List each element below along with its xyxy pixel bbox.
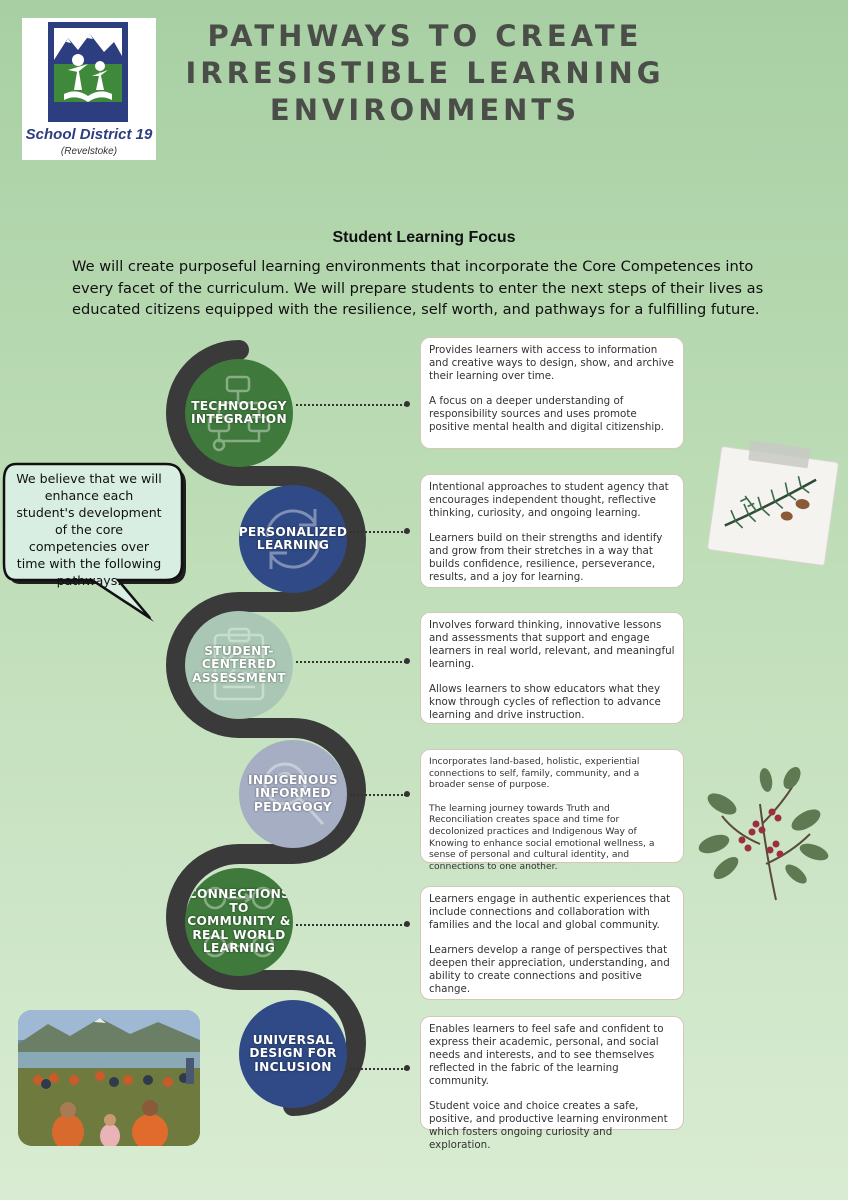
pathway-label-personalized: PERSONALIZED LEARNING [239,524,347,552]
pathway-label-indigenous: INDIGENOUS INFORMED PEDAGOGY [248,772,338,814]
pine-branch-note-image [704,440,842,572]
pathway-text: A focus on a deeper understanding of responsibility sources and uses promote positive mental health and digital citizenship. [429,395,665,433]
pathway-text: Intentional approaches to student agency that encourages independent thought, reflective thinking, curiosity, and ongoing learning. [429,481,669,519]
pathway-label-technology: TECHNOLOGY INTEGRATION [191,398,287,426]
pathway-circle-assessment [185,611,293,719]
connector-line [296,661,406,663]
pathway-text: Provides learners with access to information and creative ways to design, show, and archive their learning over time. [429,344,674,382]
pathway-label-assessment: STUDENT-CENTERED ASSESSMENT [192,643,286,685]
pathway-text: The learning journey towards Truth and Reconciliation creates space and time for decolonized practices and Indigenous Way of Knowing to enhance social emotional wellness, a sense of personal and cultural identity, and connections to one another. [429,802,655,872]
connector-line [350,531,406,533]
pathway-box-assessment [420,612,684,724]
connector-dot [404,528,410,534]
connector-line [350,1068,406,1070]
connector-line [296,924,406,926]
pathway-circle-technology [185,359,293,467]
pathway-box-universal [420,1016,684,1151]
pathway-box-personalized [420,474,684,588]
logo-subtitle: (Revelstoke) [60,146,118,157]
pathway-circle-personalized [239,485,347,593]
outdoor-class-photo [18,1010,200,1146]
focus-text: We will create purposeful learning environments that incorporate the Core Competences into every facet of the curriculum. We will prepare students to enter the next steps of their lives as educated citizens equipped with the resilience, self worth, and pathways for a fulfilling future. [72,258,764,318]
logo-name: School District 19 [25,126,153,143]
pathway-text: Involves forward thinking, innovative lessons and assessments that support and engage learners in real world, relevant, and meaningful learning. [429,619,675,670]
pathway-text: Learners develop a range of perspectives that deepen their appreciation, understanding, and ability to create connections and positive change. [429,944,670,995]
pathway-text: Learners build on their strengths and identify and grow from their stretches in a way that builds confidence, resilience, perseverance, results, and a joy for learning. [429,532,663,583]
pathway-box-community [420,886,684,1000]
pathway-text: Allows learners to show educators what they know through cycles of reflection to advance learning and drive instruction. [429,683,661,721]
pathway-box-technology [420,337,684,449]
connector-dot [404,791,410,797]
pathway-label-universal: UNIVERSAL DESIGN FOR INCLUSION [249,1032,337,1074]
pathway-box-indigenous [420,749,684,872]
pathway-label-community: CONNECTIONS TO COMMUNITY & REAL WORLD LEARNING [187,887,291,956]
berry-branch-image [696,764,830,904]
connector-line [296,404,406,406]
pathway-circle-community [185,868,293,976]
connector-line [350,794,406,796]
pathway-text: Learners engage in authentic experiences that include connections and collaboration with families and the local and global community. [429,893,671,931]
pathway-circle-indigenous [239,740,347,848]
focus-heading: Student Learning Focus [332,229,516,246]
connector-dot [404,401,410,407]
connector-dot [404,921,410,927]
page-title: PATHWAYS TO CREATE IRRESISTIBLE LEARNING ENVIRONMENTS [185,19,665,127]
pathway-text: Student voice and choice creates a safe, positive, and productive learning environment which fosters ongoing curiosity and exploration. [429,1100,668,1151]
pathway-text: Incorporates land-based, holistic, experiential connections to self, family, community, and a broader sense of purpose. [429,756,640,791]
pathway-text: Enables learners to feel safe and confident to express their academic, personal, and social needs and interests, and to see themselves reflected in the fabric of the learning community. [429,1023,664,1087]
bubble-text: We believe that we will enhance each student's development of the core competencies over time with the following pathways. [16,471,162,588]
connector-dot [404,1065,410,1071]
pathway-circle-universal [239,1000,347,1108]
connector-dot [404,658,410,664]
